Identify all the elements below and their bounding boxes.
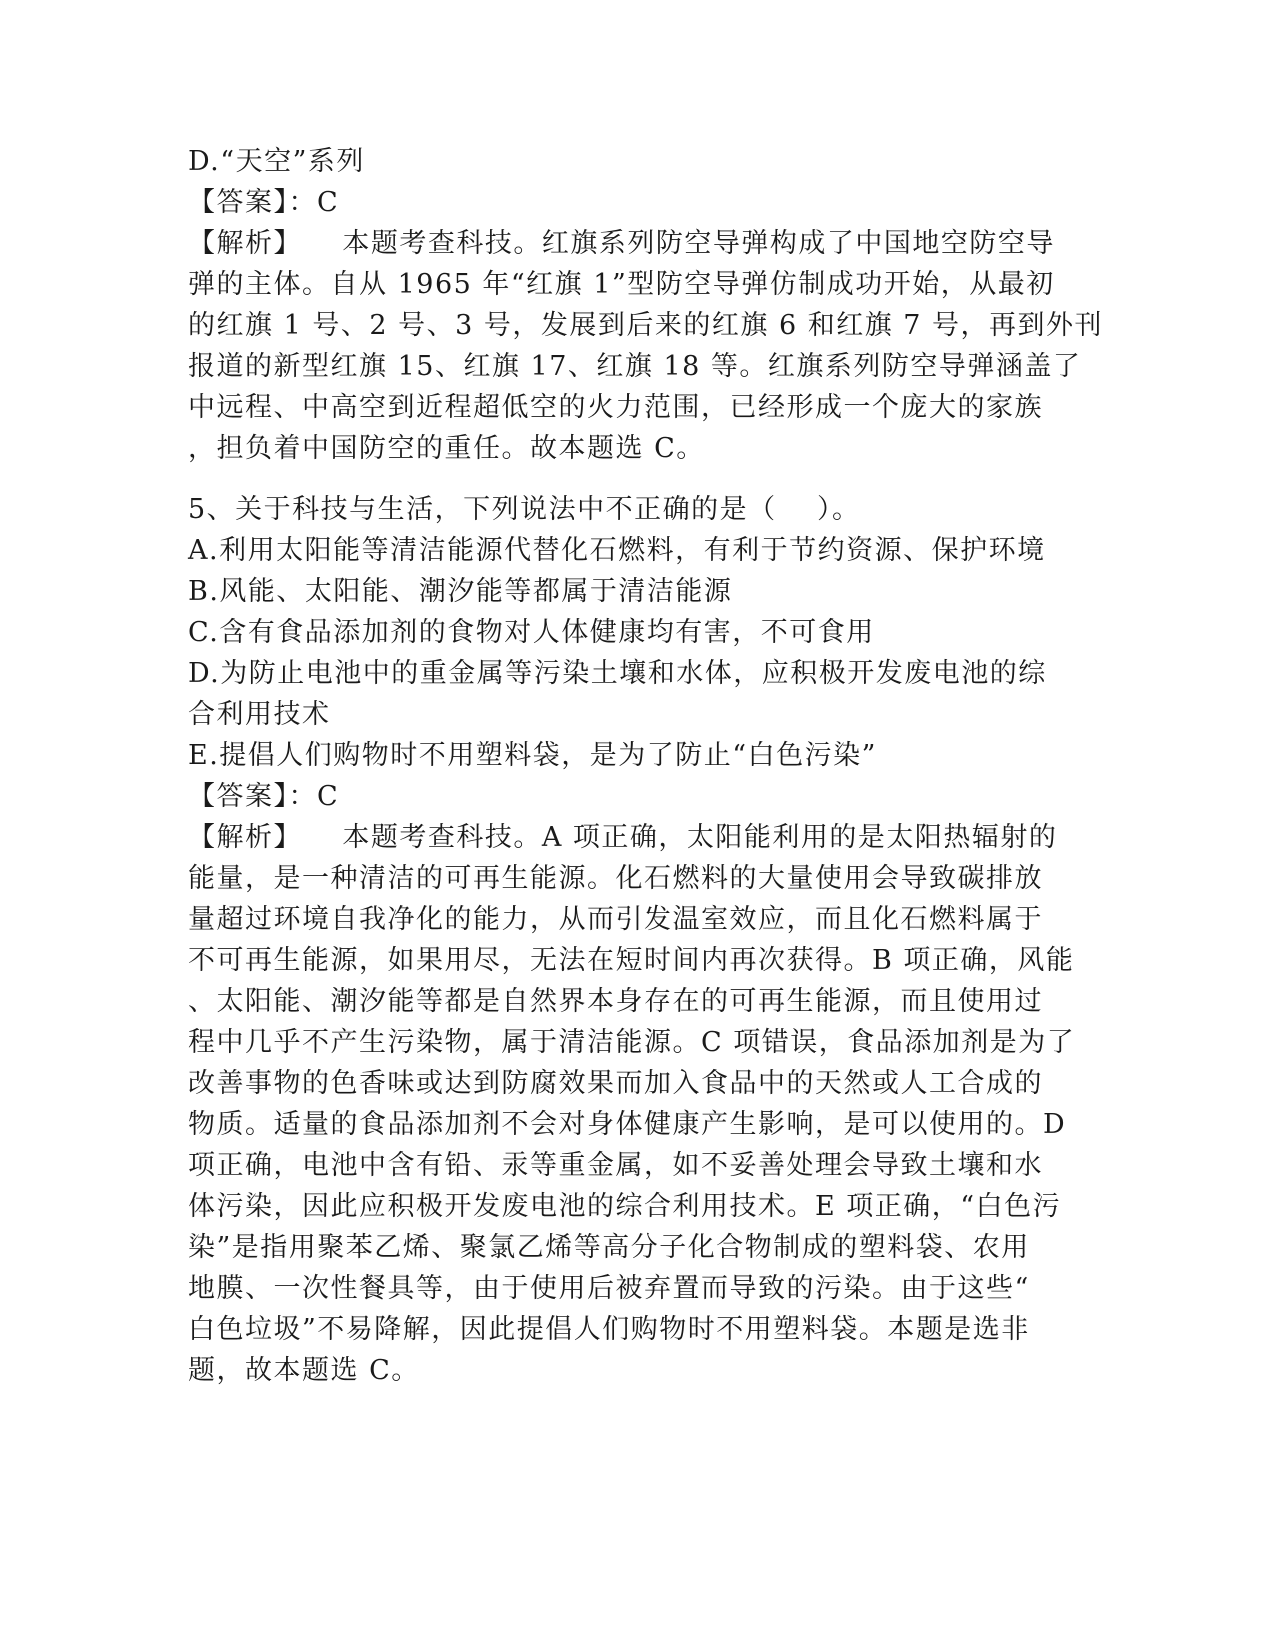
q5-analysis-line: 能量，是一种清洁的可再生能源。化石燃料的大量使用会导致碳排放 — [188, 863, 1043, 894]
q5-analysis-line: 量超过环境自我净化的能力，从而引发温室效应，而且化石燃料属于 — [188, 904, 1043, 935]
q4-option-d: D.“天空”系列 — [188, 146, 365, 177]
q5-option-a: A.利用太阳能等清洁能源代替化石燃料，有利于节约资源、保护环境 — [188, 535, 1046, 566]
q5-stem: 5、关于科技与生活，下列说法中不正确的是（ ）。 — [188, 494, 861, 525]
q4-analysis-line: 的红旗 1 号、2 号、3 号，发展到后来的红旗 6 和红旗 7 号，再到外刊 — [188, 310, 1104, 341]
q5-answer: 【答案】：C — [188, 781, 340, 812]
q5-analysis-line: 地膜、一次性餐具等，由于使用后被弃置而导致的污染。由于这些“ — [188, 1273, 1030, 1304]
q5-option-d-line: 合利用技术 — [188, 699, 331, 730]
q5-analysis-line: 、太阳能、潮汐能等都是自然界本身存在的可再生能源，而且使用过 — [188, 986, 1043, 1017]
q5-analysis-line: 白色垃圾”不易降解，因此提倡人们购物时不用塑料袋。本题是选非 — [188, 1314, 1030, 1345]
q5-analysis-line: 题，故本题选 C。 — [188, 1355, 420, 1386]
q5-option-d-line: D.为防止电池中的重金属等污染土壤和水体，应积极开发废电池的综 — [188, 658, 1047, 689]
q4-analysis-line: 报道的新型红旗 15、红旗 17、红旗 18 等。红旗系列防空导弹涵盖了 — [188, 351, 1082, 382]
q4-analysis-line: 中远程、中高空到近程超低空的火力范围，已经形成一个庞大的家族 — [188, 392, 1043, 423]
q4-analysis-line: ，担负着中国防空的重任。故本题选 C。 — [188, 433, 705, 464]
q5-analysis-line: 改善事物的色香味或达到防腐效果而加入食品中的天然或人工合成的 — [188, 1068, 1043, 1099]
q5-option-e: E.提倡人们购物时不用塑料袋，是为了防止“白色污染” — [188, 740, 877, 771]
q5-analysis-line: 物质。适量的食品添加剂不会对身体健康产生影响，是可以使用的。D — [188, 1109, 1067, 1140]
q5-analysis-line: 不可再生能源，如果用尽，无法在短时间内再次获得。B 项正确，风能 — [188, 945, 1075, 976]
q4-answer: 【答案】：C — [188, 187, 340, 218]
q4-analysis-line: 弹的主体。自从 1965 年“红旗 1”型防空导弹仿制成功开始，从最初 — [188, 269, 1055, 300]
q4-analysis-line: 【解析】 本题考查科技。红旗系列防空导弹构成了中国地空防空导 — [188, 228, 1055, 259]
q5-analysis-line: 体污染，因此应积极开发废电池的综合利用技术。E 项正确，“白色污 — [188, 1191, 1062, 1222]
q5-analysis-line: 【解析】 本题考查科技。A 项正确，太阳能利用的是太阳热辐射的 — [188, 822, 1058, 853]
q5-analysis-line: 染”是指用聚苯乙烯、聚氯乙烯等高分子化合物制成的塑料袋、农用 — [188, 1232, 1030, 1263]
q5-option-c: C.含有食品添加剂的食物对人体健康均有害，不可食用 — [188, 617, 875, 648]
q5-option-b: B.风能、太阳能、潮汐能等都属于清洁能源 — [188, 576, 733, 607]
q5-analysis-line: 程中几乎不产生污染物，属于清洁能源。C 项错误，食品添加剂是为了 — [188, 1027, 1076, 1058]
q5-analysis-line: 项正确，电池中含有铅、汞等重金属，如不妥善处理会导致土壤和水 — [188, 1150, 1043, 1181]
